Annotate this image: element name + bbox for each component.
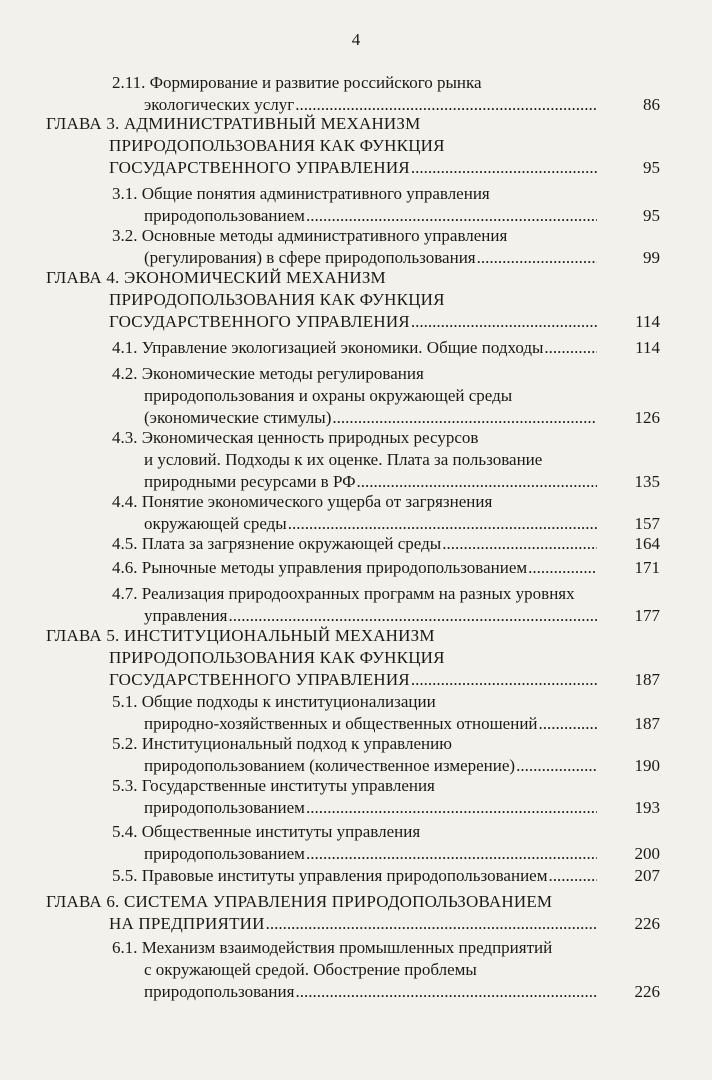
toc-entry-line: 2.11. Формирование и развитие российского рынка (112, 73, 482, 92)
dot-leader (266, 913, 597, 935)
dot-leader (229, 605, 598, 627)
toc-section-entry (0, 865, 712, 887)
toc-page-number: 164 (634, 534, 660, 553)
toc-entry-title: (экономические стимулы) (144, 408, 332, 428)
dot-leader (544, 337, 597, 359)
toc-entry-line (144, 981, 598, 1003)
toc-chapter-entry (0, 625, 712, 692)
toc-entry-line: 4.4. Понятие экономического ущерба от загрязнения (112, 492, 493, 511)
toc-entry-line (144, 605, 598, 627)
toc-entry-line (144, 513, 598, 535)
toc-entry-title: природными ресурсами в РФ (144, 472, 356, 492)
dot-leader (411, 311, 597, 333)
dot-leader (411, 669, 597, 691)
toc-entry-line (109, 311, 598, 333)
toc-entry-title: 4.6. Рыночные методы управления природопользованием (112, 558, 528, 577)
toc-entry-title: природопользованием (144, 206, 305, 226)
dot-leader (306, 797, 597, 819)
toc-page-number: 187 (634, 714, 660, 734)
toc-entry-title: ГОСУДАРСТВЕННОГО УПРАВЛЕНИЯ (109, 158, 410, 178)
toc-entry-title: природопользованием (144, 844, 305, 864)
toc-entry-line (144, 755, 598, 777)
toc-page-number: 226 (634, 914, 660, 934)
toc-entry-line (112, 557, 598, 579)
toc-page-number: 99 (643, 248, 660, 268)
toc-entry-title: НА ПРЕДПРИЯТИИ (109, 914, 265, 934)
toc-entry-line: 4.3. Экономическая ценность природных ресурсов (112, 428, 479, 447)
toc-entry-line: 5.3. Государственные институты управления (112, 776, 435, 795)
toc-chapter-entry (0, 891, 712, 935)
toc-page-number: 135 (634, 472, 660, 492)
page-number: 4 (351, 30, 361, 49)
toc-entry-title: природно-хозяйственных и общественных отношений (144, 714, 538, 734)
toc-page-number: 86 (643, 95, 660, 115)
toc-entry-line: 4.2. Экономические методы регулирования (112, 364, 424, 383)
toc-entry-line: 5.1. Общие подходы к институционализации (112, 692, 436, 711)
toc-page-number: 190 (634, 756, 660, 776)
toc-page-number: 200 (634, 844, 660, 864)
toc-entry-line (112, 533, 598, 555)
toc-page-number: 95 (643, 206, 660, 226)
toc-section-entry (0, 533, 712, 555)
dot-leader (548, 865, 597, 887)
toc-section-entry (0, 937, 712, 1004)
toc-section-entry (0, 821, 712, 865)
toc-entry-line (109, 157, 598, 179)
toc-entry-line (112, 337, 598, 359)
toc-page-number: 187 (634, 670, 660, 690)
toc-entry-line: ПРИРОДОПОЛЬЗОВАНИЯ КАК ФУНКЦИЯ (109, 290, 445, 310)
toc-entry-line: 3.1. Общие понятия административного управления (112, 184, 490, 203)
toc-page-number: 114 (635, 338, 660, 357)
toc-entry-line: 4.7. Реализация природоохранных программ на разных уровнях (112, 584, 575, 603)
dot-leader (288, 513, 597, 535)
toc-entry-line: 6.1. Механизм взаимодействия промышленных предприятий (112, 938, 553, 957)
dot-leader (411, 157, 597, 179)
toc-page-number: 126 (634, 408, 660, 428)
toc-page-number: 207 (634, 866, 660, 885)
toc-entry-line: ГЛАВА 5. ИНСТИТУЦИОНАЛЬНЫЙ МЕХАНИЗМ (46, 626, 435, 645)
dot-leader (516, 755, 597, 777)
toc-entry-title: природопользованием (144, 798, 305, 818)
toc-entry-line (109, 669, 598, 691)
toc-entry-line: ГЛАВА 6. СИСТЕМА УПРАВЛЕНИЯ ПРИРОДОПОЛЬЗОВАНИЕМ (46, 892, 553, 911)
toc-chapter-entry (0, 267, 712, 334)
toc-section-entry (0, 775, 712, 819)
toc-section-entry (0, 491, 712, 535)
toc-entry-line: с окружающей средой. Обострение проблемы (144, 960, 477, 980)
toc-entry-title: управления (144, 606, 228, 626)
toc-section-entry (0, 225, 712, 269)
dot-leader (442, 533, 597, 555)
toc-entry-line: ГЛАВА 3. АДМИНИСТРАТИВНЫЙ МЕХАНИЗМ (46, 114, 421, 133)
toc-entry-line: ГЛАВА 4. ЭКОНОМИЧЕСКИЙ МЕХАНИЗМ (46, 268, 386, 287)
toc-page-number: 157 (634, 514, 660, 534)
toc-entry-title: 5.5. Правовые институты управления природопользованием (112, 866, 548, 885)
toc-entry-title: природопользования (144, 982, 295, 1002)
toc-entry-line: 5.4. Общественные институты управления (112, 822, 421, 841)
dot-leader (528, 557, 597, 579)
toc-section-entry (0, 427, 712, 494)
toc-entry-line (144, 713, 598, 735)
toc-entry-line: ПРИРОДОПОЛЬЗОВАНИЯ КАК ФУНКЦИЯ (109, 648, 445, 668)
toc-page-number: 226 (634, 982, 660, 1002)
toc-entry-line (144, 205, 598, 227)
toc-entry-title: (регулирования) в сфере природопользования (144, 248, 476, 268)
toc-chapter-entry (0, 113, 712, 180)
toc-entry-line (144, 843, 598, 865)
dot-leader (306, 205, 597, 227)
toc-entry-title: ГОСУДАРСТВЕННОГО УПРАВЛЕНИЯ (109, 670, 410, 690)
toc-entry-line (144, 247, 598, 269)
toc-page-number: 114 (635, 312, 660, 332)
toc-entry-line (112, 865, 598, 887)
toc-section-entry (0, 337, 712, 359)
toc-entry-title: ГОСУДАРСТВЕННОГО УПРАВЛЕНИЯ (109, 312, 410, 332)
toc-entry-line: природопользования и охраны окружающей среды (144, 386, 513, 406)
toc-entry-title: экологических услуг (144, 95, 295, 115)
dot-leader (477, 247, 597, 269)
toc-section-entry (0, 363, 712, 430)
toc-page-number: 171 (634, 558, 660, 577)
dot-leader (306, 843, 597, 865)
toc-entry-line: 5.2. Институциональный подход к управлению (112, 734, 452, 753)
dot-leader (539, 713, 597, 735)
toc-entry-line: 3.2. Основные методы административного управления (112, 226, 508, 245)
toc-entry-title: 4.1. Управление экологизацией экономики. Общие подходы (112, 338, 544, 357)
toc-section-entry (0, 72, 712, 116)
toc-page-number: 177 (634, 606, 660, 626)
toc-section-entry (0, 557, 712, 579)
toc-entry-title: окружающей среды (144, 514, 287, 534)
dot-leader (295, 981, 597, 1003)
toc-section-entry (0, 691, 712, 735)
toc-entry-title: природопользованием (количественное измерение) (144, 756, 516, 776)
toc-page-number: 95 (643, 158, 660, 178)
toc-section-entry (0, 733, 712, 777)
toc-entry-line (109, 913, 598, 935)
toc-entry-title: 4.5. Плата за загрязнение окружающей среды (112, 534, 442, 553)
toc-entry-line: ПРИРОДОПОЛЬЗОВАНИЯ КАК ФУНКЦИЯ (109, 136, 445, 156)
toc-section-entry (0, 583, 712, 627)
toc-page-number: 193 (634, 798, 660, 818)
toc-entry-line: и условий. Подходы к их оценке. Плата за пользование (144, 450, 543, 470)
toc-section-entry (0, 183, 712, 227)
toc-entry-line (144, 797, 598, 819)
